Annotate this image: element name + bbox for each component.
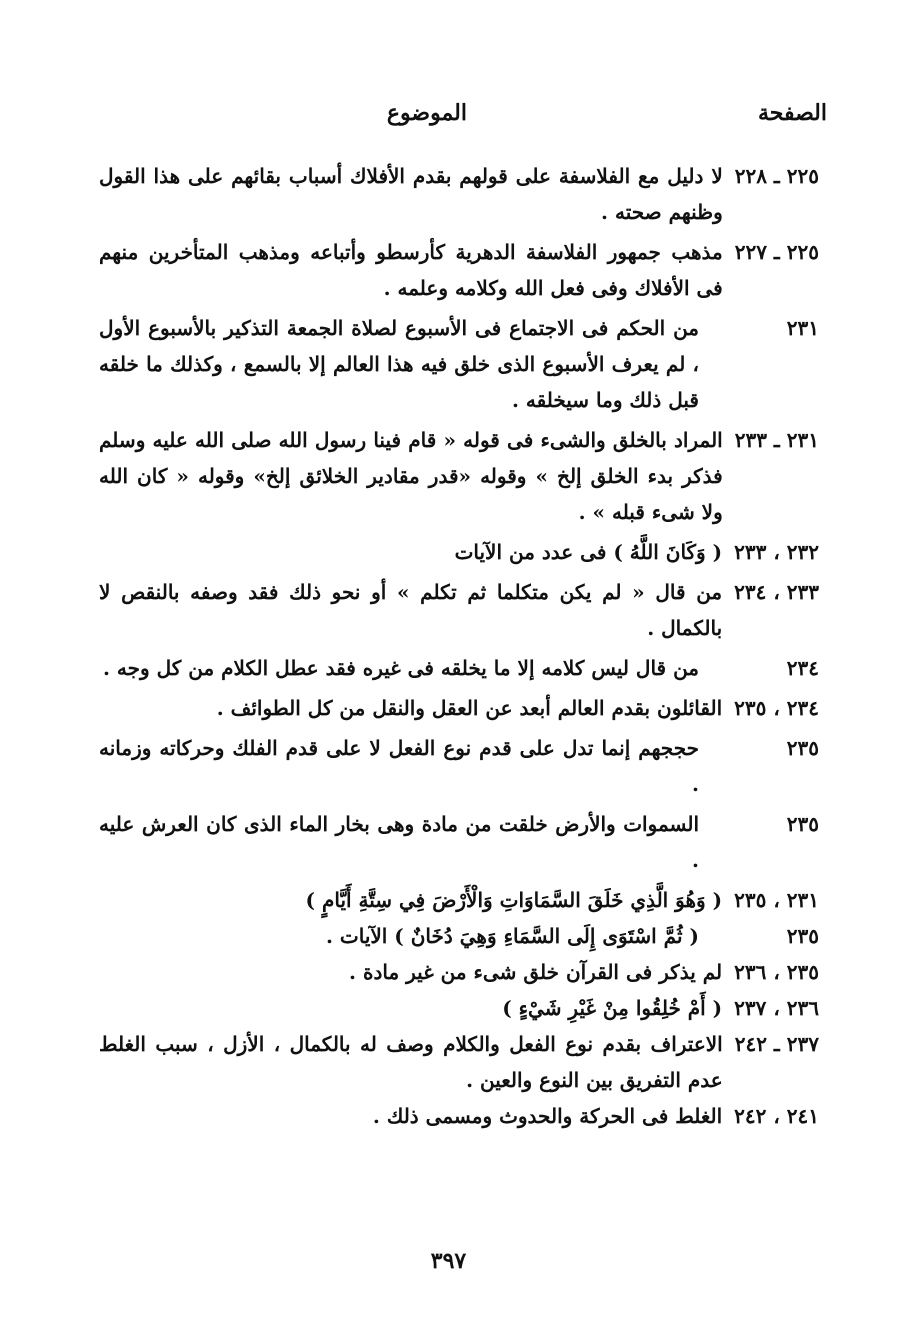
entry-text: لا دليل مع الفلاسفة على قولهم بقدم الأفلاك أسباب بقائهم على هذا القول وظنهم صحته .: [99, 164, 723, 224]
entry-pages: ٢٣٧ ـ ٢٤٢: [734, 1032, 819, 1056]
index-entry: [99, 954, 819, 990]
index-entry: [99, 806, 819, 878]
entry-text: من قال ليس كلامه إلا ما يخلقه فى غيره فقد عطل الكلام من كل وجه .: [102, 656, 699, 680]
entry-pages: ٢٣١ ، ٢٣٥: [734, 888, 819, 912]
entry-text: من قال « لم يكن متكلما ثم تكلم » أو نحو ذلك فقد وصفه بالنقص لا بالكمال .: [99, 580, 723, 640]
index-entry: [99, 310, 819, 418]
entry-pages: ٢٣٥: [786, 736, 819, 760]
index-entry: [99, 650, 819, 686]
entry-pages: ٢٣٤ ، ٢٣٥: [734, 696, 819, 720]
entry-pages: ٢٣٥: [786, 924, 819, 948]
index-entry: [99, 534, 819, 570]
topic-column-header: الموضوع: [386, 100, 467, 126]
entry-pages: ٢٣١: [786, 316, 819, 340]
entry-text: من الحكم فى الاجتماع فى الأسبوع لصلاة الجمعة التذكير بالأسبوع الأول ، لم يعرف الأسبوع الذى خلق فيه هذا العالم إلا بالسمع ، وكذلك ما خلقه قبل ذلك وما سيخلقه .: [99, 316, 699, 412]
index-entry: [99, 882, 819, 918]
index-entry: [99, 422, 819, 530]
entry-pages: ٢٣٣ ، ٢٣٤: [734, 580, 819, 604]
index-entry: [99, 158, 819, 230]
index-entry: [99, 990, 819, 1026]
entry-pages: ٢٤١ ، ٢٤٢: [734, 1104, 819, 1128]
page-column-header: الصفحة: [757, 100, 827, 126]
entry-pages: ٢٢٥ ـ ٢٢٨: [734, 164, 819, 188]
entry-text: حججهم إنما تدل على قدم نوع الفعل لا على قدم الفلك وحركاته وزمانه .: [99, 736, 699, 796]
entry-text: ( وَهُوَ الَّذِي خَلَقَ السَّمَاوَاتِ وَالْأَرْضَ فِي سِتَّةِ أَيَّامٍ ): [305, 888, 723, 912]
entry-text: ( وَكَانَ اللَّهُ ) فى عدد من الآيات: [454, 540, 723, 564]
index-entry: [99, 1026, 819, 1098]
index-entries: [99, 158, 819, 1134]
entry-text: مذهب جمهور الفلاسفة الدهرية كأرسطو وأتباعه ومذهب المتأخرين منهم فى الأفلاك وفى فعل الله وكلامه وعلمه .: [99, 240, 723, 300]
entry-pages: ٢٣٥: [786, 812, 819, 836]
index-entry: [99, 918, 819, 954]
entry-pages: ٢٢٥ ـ ٢٢٧: [734, 240, 819, 264]
index-entry: [99, 690, 819, 726]
entry-text: لم يذكر فى القرآن خلق شىء من غير مادة .: [349, 960, 723, 984]
entry-pages: ٢٣٤: [786, 656, 819, 680]
index-entry: [99, 574, 819, 646]
entry-text: السموات والأرض خلقت من مادة وهى بخار الماء الذى كان العرش عليه .: [99, 812, 699, 872]
index-entry: [99, 1098, 819, 1134]
entry-text: القائلون بقدم العالم أبعد عن العقل والنقل من كل الطوائف .: [216, 696, 723, 720]
entry-pages: ٢٣١ ـ ٢٣٣: [734, 428, 819, 452]
entry-text: ( أَمْ خُلِقُوا مِنْ غَيْرِ شَيْءٍ ): [502, 996, 723, 1020]
entry-text: الاعتراف بقدم نوع الفعل والكلام وصف له بالكمال ، الأزل ، سبب الغلط عدم التفريق بين النوع والعين .: [99, 1032, 723, 1092]
entry-text: المراد بالخلق والشىء فى قوله « قام فينا رسول الله صلى الله عليه وسلم فذكر بدء الخلق إلخ » وقوله «قدر مقادير الخلائق إلخ» وقوله « كان الله ولا شىء قبله » .: [99, 428, 723, 524]
column-headers: [0, 100, 897, 140]
page-number: ٣٩٧: [430, 1248, 467, 1274]
index-entry: [99, 730, 819, 802]
entry-pages: ٢٣٢ ، ٢٣٣: [734, 540, 819, 564]
entry-text: الغلط فى الحركة والحدوث ومسمى ذلك .: [372, 1104, 723, 1128]
index-entry: [99, 234, 819, 306]
entry-text: ( ثُمَّ اسْتَوَى إِلَى السَّمَاءِ وَهِيَ دُخَانٌ ) الآيات .: [325, 924, 699, 948]
entry-pages: ٢٣٦ ، ٢٣٧: [734, 996, 819, 1020]
entry-pages: ٢٣٥ ، ٢٣٦: [734, 960, 819, 984]
